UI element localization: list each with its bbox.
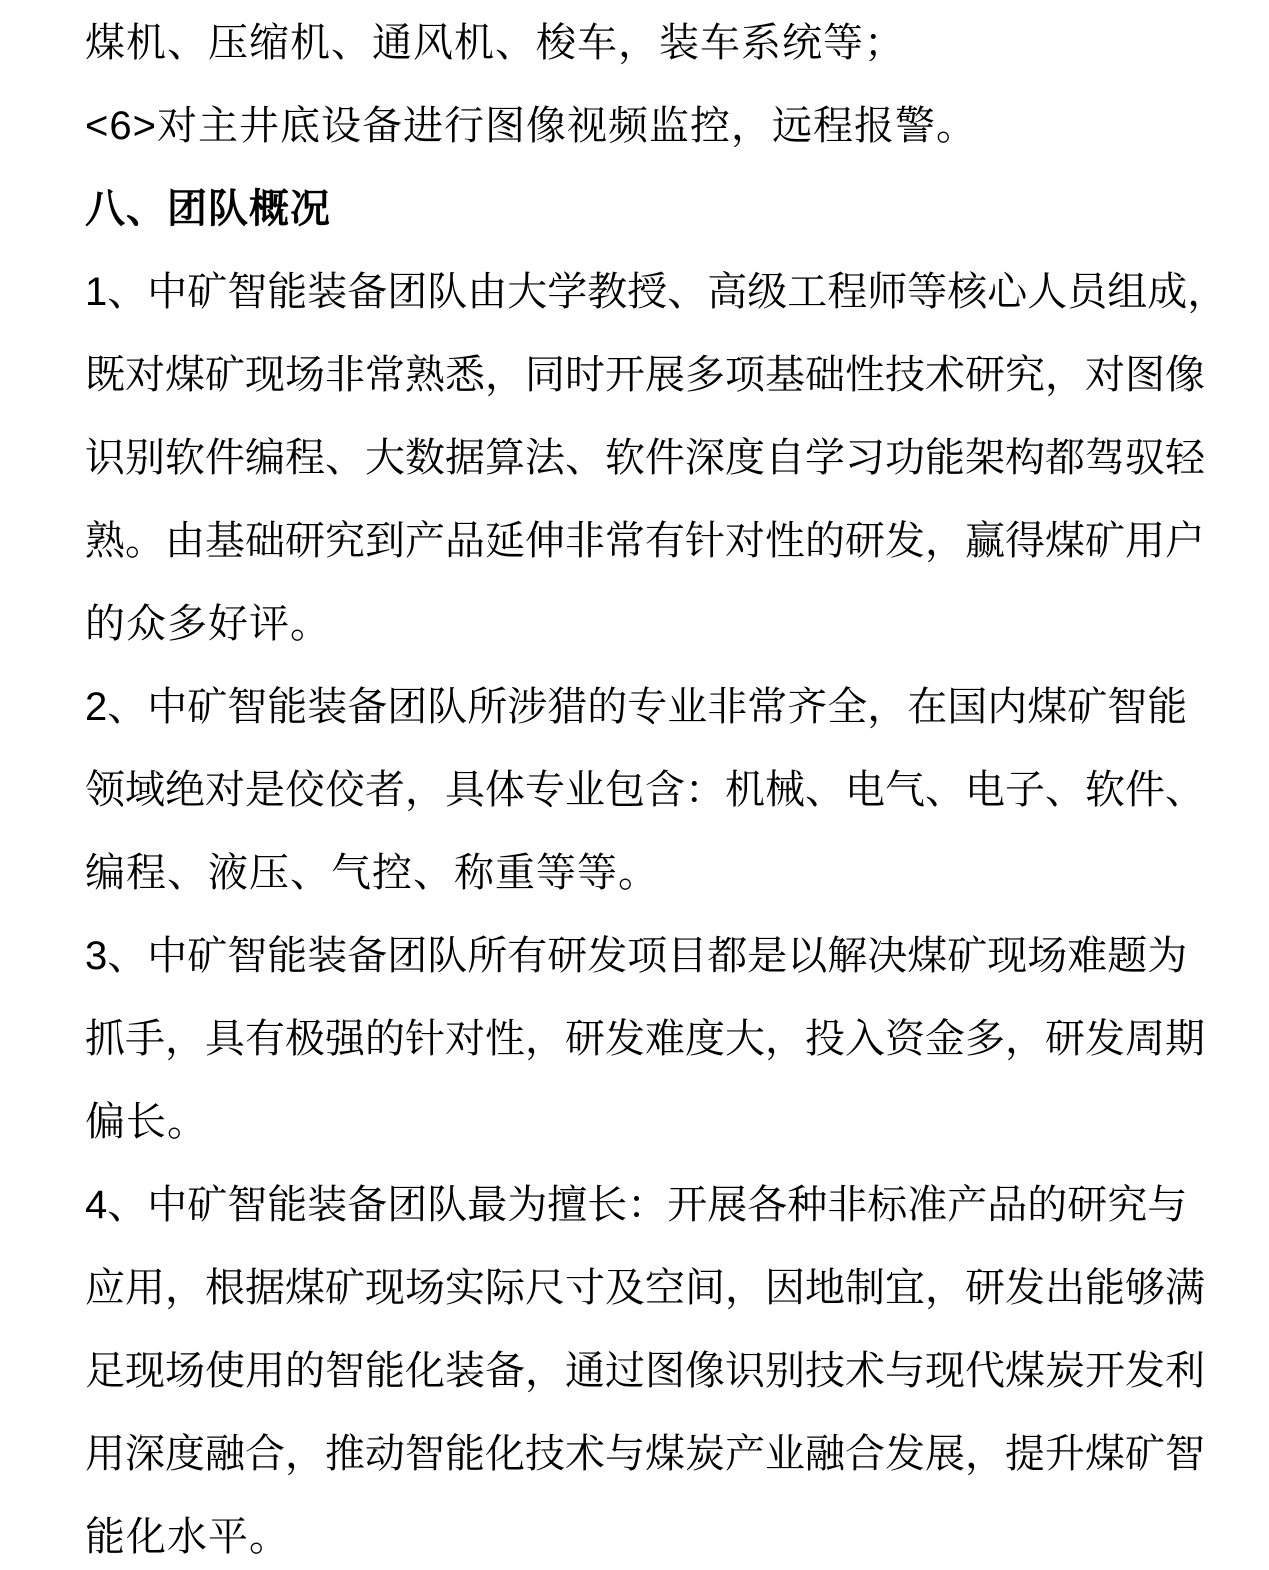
document-text-body (85, 2, 1228, 1570)
text-line: 4 、 中 矿 智 能 装 备 团 队 最 为 擅 长 ： 开 展 各 种 非 标 准 产 品 的 研 究 与 (85, 1183, 1188, 1227)
text-line: 的众多好评。 (85, 602, 331, 646)
text-line: 抓 手 ， 具 有 极 强 的 针 对 性 ， 研 发 难 度 大 ， 投 入 资 金 多 ， 研 发 周 期 (85, 1017, 1205, 1061)
text-line: 领 域 绝 对 是 佼 佼 者 ， 具 体 专 业 包 含 ： 机 械 、 电 气 、 电 子 、 软 件 、 (85, 768, 1205, 812)
text-line: 煤机、压缩机、通风机、梭车，装车系统等； (85, 21, 905, 65)
text-line: 3 、 中 矿 智 能 装 备 团 队 所 有 研 发 项 目 都 是 以 解 决 煤 矿 现 场 难 题 为 (85, 934, 1188, 978)
text-line: <6>对主井底设备进行图像视频监控，远程报警。 (85, 104, 977, 148)
text-line: 应 用 ， 根 据 煤 矿 现 场 实 际 尺 寸 及 空 间 ， 因 地 制 宜 ， 研 发 出 能 够 满 (85, 1266, 1205, 1310)
text-line: 熟 。 由 基 础 研 究 到 产 品 延 伸 非 常 有 针 对 性 的 研 发 ， 赢 得 煤 矿 用 户 (85, 519, 1205, 563)
text-line: 偏长。 (85, 1100, 208, 1144)
text-line: 编程、液压、气控、称重等等。 (85, 851, 659, 895)
text-line: 能化水平。 (85, 1515, 290, 1559)
text-line: 2 、 中 矿 智 能 装 备 团 队 所 涉 猎 的 专 业 非 常 齐 全 ， 在 国 内 煤 矿 智 能 (85, 685, 1188, 729)
section-heading: 八、团队概况 (85, 187, 331, 231)
text-line: 足 现 场 使 用 的 智 能 化 装 备 ， 通 过 图 像 识 别 技 术 与 现 代 煤 炭 开 发 利 (85, 1349, 1205, 1393)
text-line: 既 对 煤 矿 现 场 非 常 熟 悉 ， 同 时 开 展 多 项 基 础 性 技 术 研 究 ， 对 图 像 (85, 353, 1205, 397)
text-line: 用 深 度 融 合 ， 推 动 智 能 化 技 术 与 煤 炭 产 业 融 合 发 展 ， 提 升 煤 矿 智 (85, 1432, 1205, 1476)
text-line: 识 别 软 件 编 程 、 大 数 据 算 法 、 软 件 深 度 自 学 习 功 能 架 构 都 驾 驭 轻 (85, 436, 1205, 480)
text-line: 1 、 中 矿 智 能 装 备 团 队 由 大 学 教 授 、 高 级 工 程 师 等 核 心 人 员 组 成 ， (85, 270, 1228, 314)
